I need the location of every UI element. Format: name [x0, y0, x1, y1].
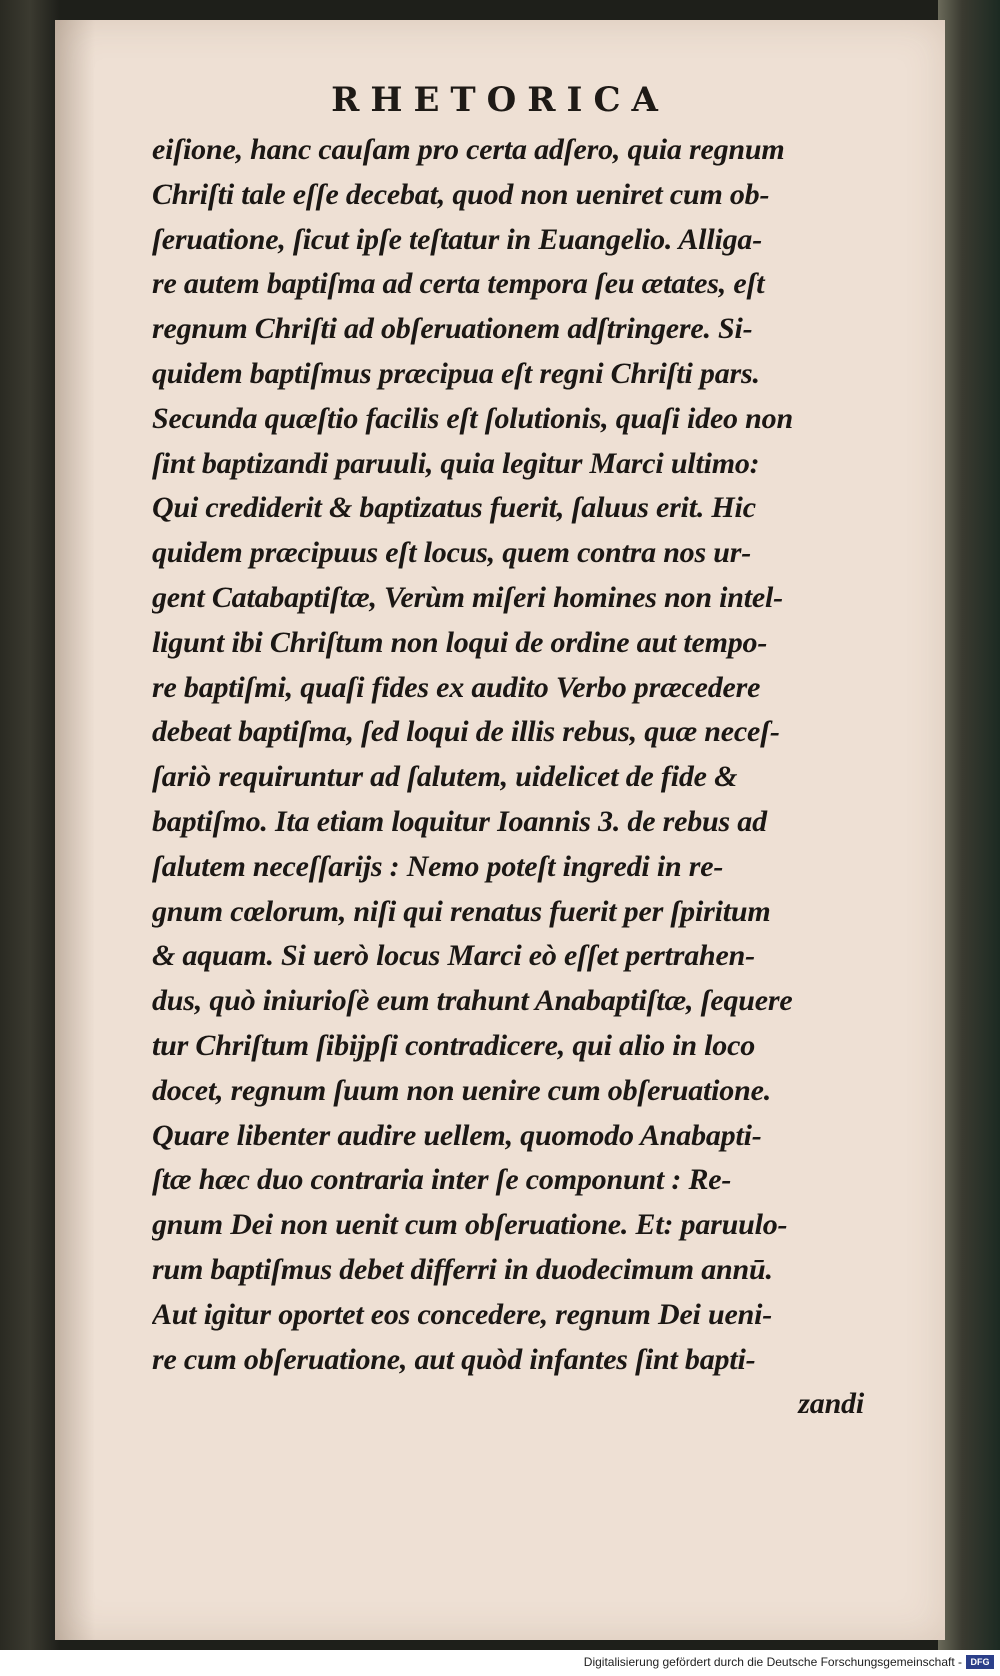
text-line: ſint baptizandi paruuli, quia legitur Marci ultimo: — [152, 446, 760, 480]
text-line: re baptiſmi, quaſi fides ex audito Verbo præcedere — [152, 670, 761, 704]
text-line: & aquam. Si uerò locus Marci eò eſſet pertrahen- — [152, 939, 755, 973]
text-line: quidem baptiſmus præcipua eſt regni Chriſti pars. — [152, 356, 760, 390]
text-line: Qui crediderit & baptizatus fuerit, ſaluus erit. Hic — [152, 491, 756, 525]
text-line: tur Chriſtum ſibijpſi contradicere, qui alio in loco — [152, 1028, 755, 1062]
text-line: Quare libenter audire uellem, quomodo Anabapti- — [152, 1118, 762, 1152]
text-line: dus, quò iniurioſè eum trahunt Anabaptiſtæ, ſequere — [152, 984, 793, 1018]
text-line: baptiſmo. Ita etiam loquitur Ioannis 3. de rebus ad — [152, 804, 767, 838]
text-line: gent Catabaptiſtæ, Verùm miſeri homines non intel- — [152, 580, 783, 614]
text-line: docet, regnum ſuum non uenire cum obſeruatione. — [152, 1073, 772, 1107]
book-edge — [938, 0, 1000, 1650]
text-line: Chriſti tale eſſe decebat, quod non ueniret cum ob- — [152, 177, 770, 211]
running-head: RHETORICA — [331, 80, 669, 120]
text-line: ſtæ hæc duo contraria inter ſe componunt : Re- — [152, 1163, 732, 1197]
text-line: Secunda quæſtio facilis eſt ſolutionis, quaſi ideo non — [152, 401, 793, 435]
text-line: ſeruatione, ſicut ipſe teſtatur in Euangelio. Alliga- — [152, 222, 762, 256]
body-text — [152, 128, 932, 1427]
digitization-credit: Digitalisierung gefördert durch die Deutsche Forschungsgemeinschaft - — [583, 1655, 962, 1669]
text-line: quidem præcipuus eſt locus, quem contra nos ur- — [152, 536, 752, 570]
text-line: Aut igitur oportet eos concedere, regnum Dei ueni- — [152, 1297, 773, 1331]
catchword: zandi — [798, 1387, 864, 1421]
text-line: re cum obſeruatione, aut quòd infantes ſint bapti- — [152, 1342, 756, 1376]
text-line: re autem baptiſma ad certa tempora ſeu ætates, eſt — [152, 267, 765, 301]
text-line: gnum cœlorum, niſi qui renatus fuerit per ſpiritum — [152, 894, 771, 928]
text-line: ligunt ibi Chriſtum non loqui de ordine aut tempo- — [152, 625, 768, 659]
dfg-logo: DFG — [966, 1655, 994, 1669]
text-line: ſalutem neceſſarijs : Nemo poteſt ingredi in re- — [152, 849, 724, 883]
gutter-shadow — [55, 20, 95, 1640]
text-line: debeat baptiſma, ſed loqui de illis rebus, quæ neceſ- — [152, 715, 780, 749]
text-line: regnum Chriſti ad obſeruationem adſtringere. Si- — [152, 312, 753, 346]
text-line: rum baptiſmus debet differri in duodecimum annū. — [152, 1252, 773, 1286]
text-line: eiſione, hanc cauſam pro certa adſero, quia regnum — [152, 133, 785, 166]
text-line: gnum Dei non uenit cum obſeruatione. Et: paruulo- — [152, 1208, 788, 1242]
text-line: ſariò requiruntur ad ſalutem, uidelicet de fide & — [152, 760, 738, 794]
